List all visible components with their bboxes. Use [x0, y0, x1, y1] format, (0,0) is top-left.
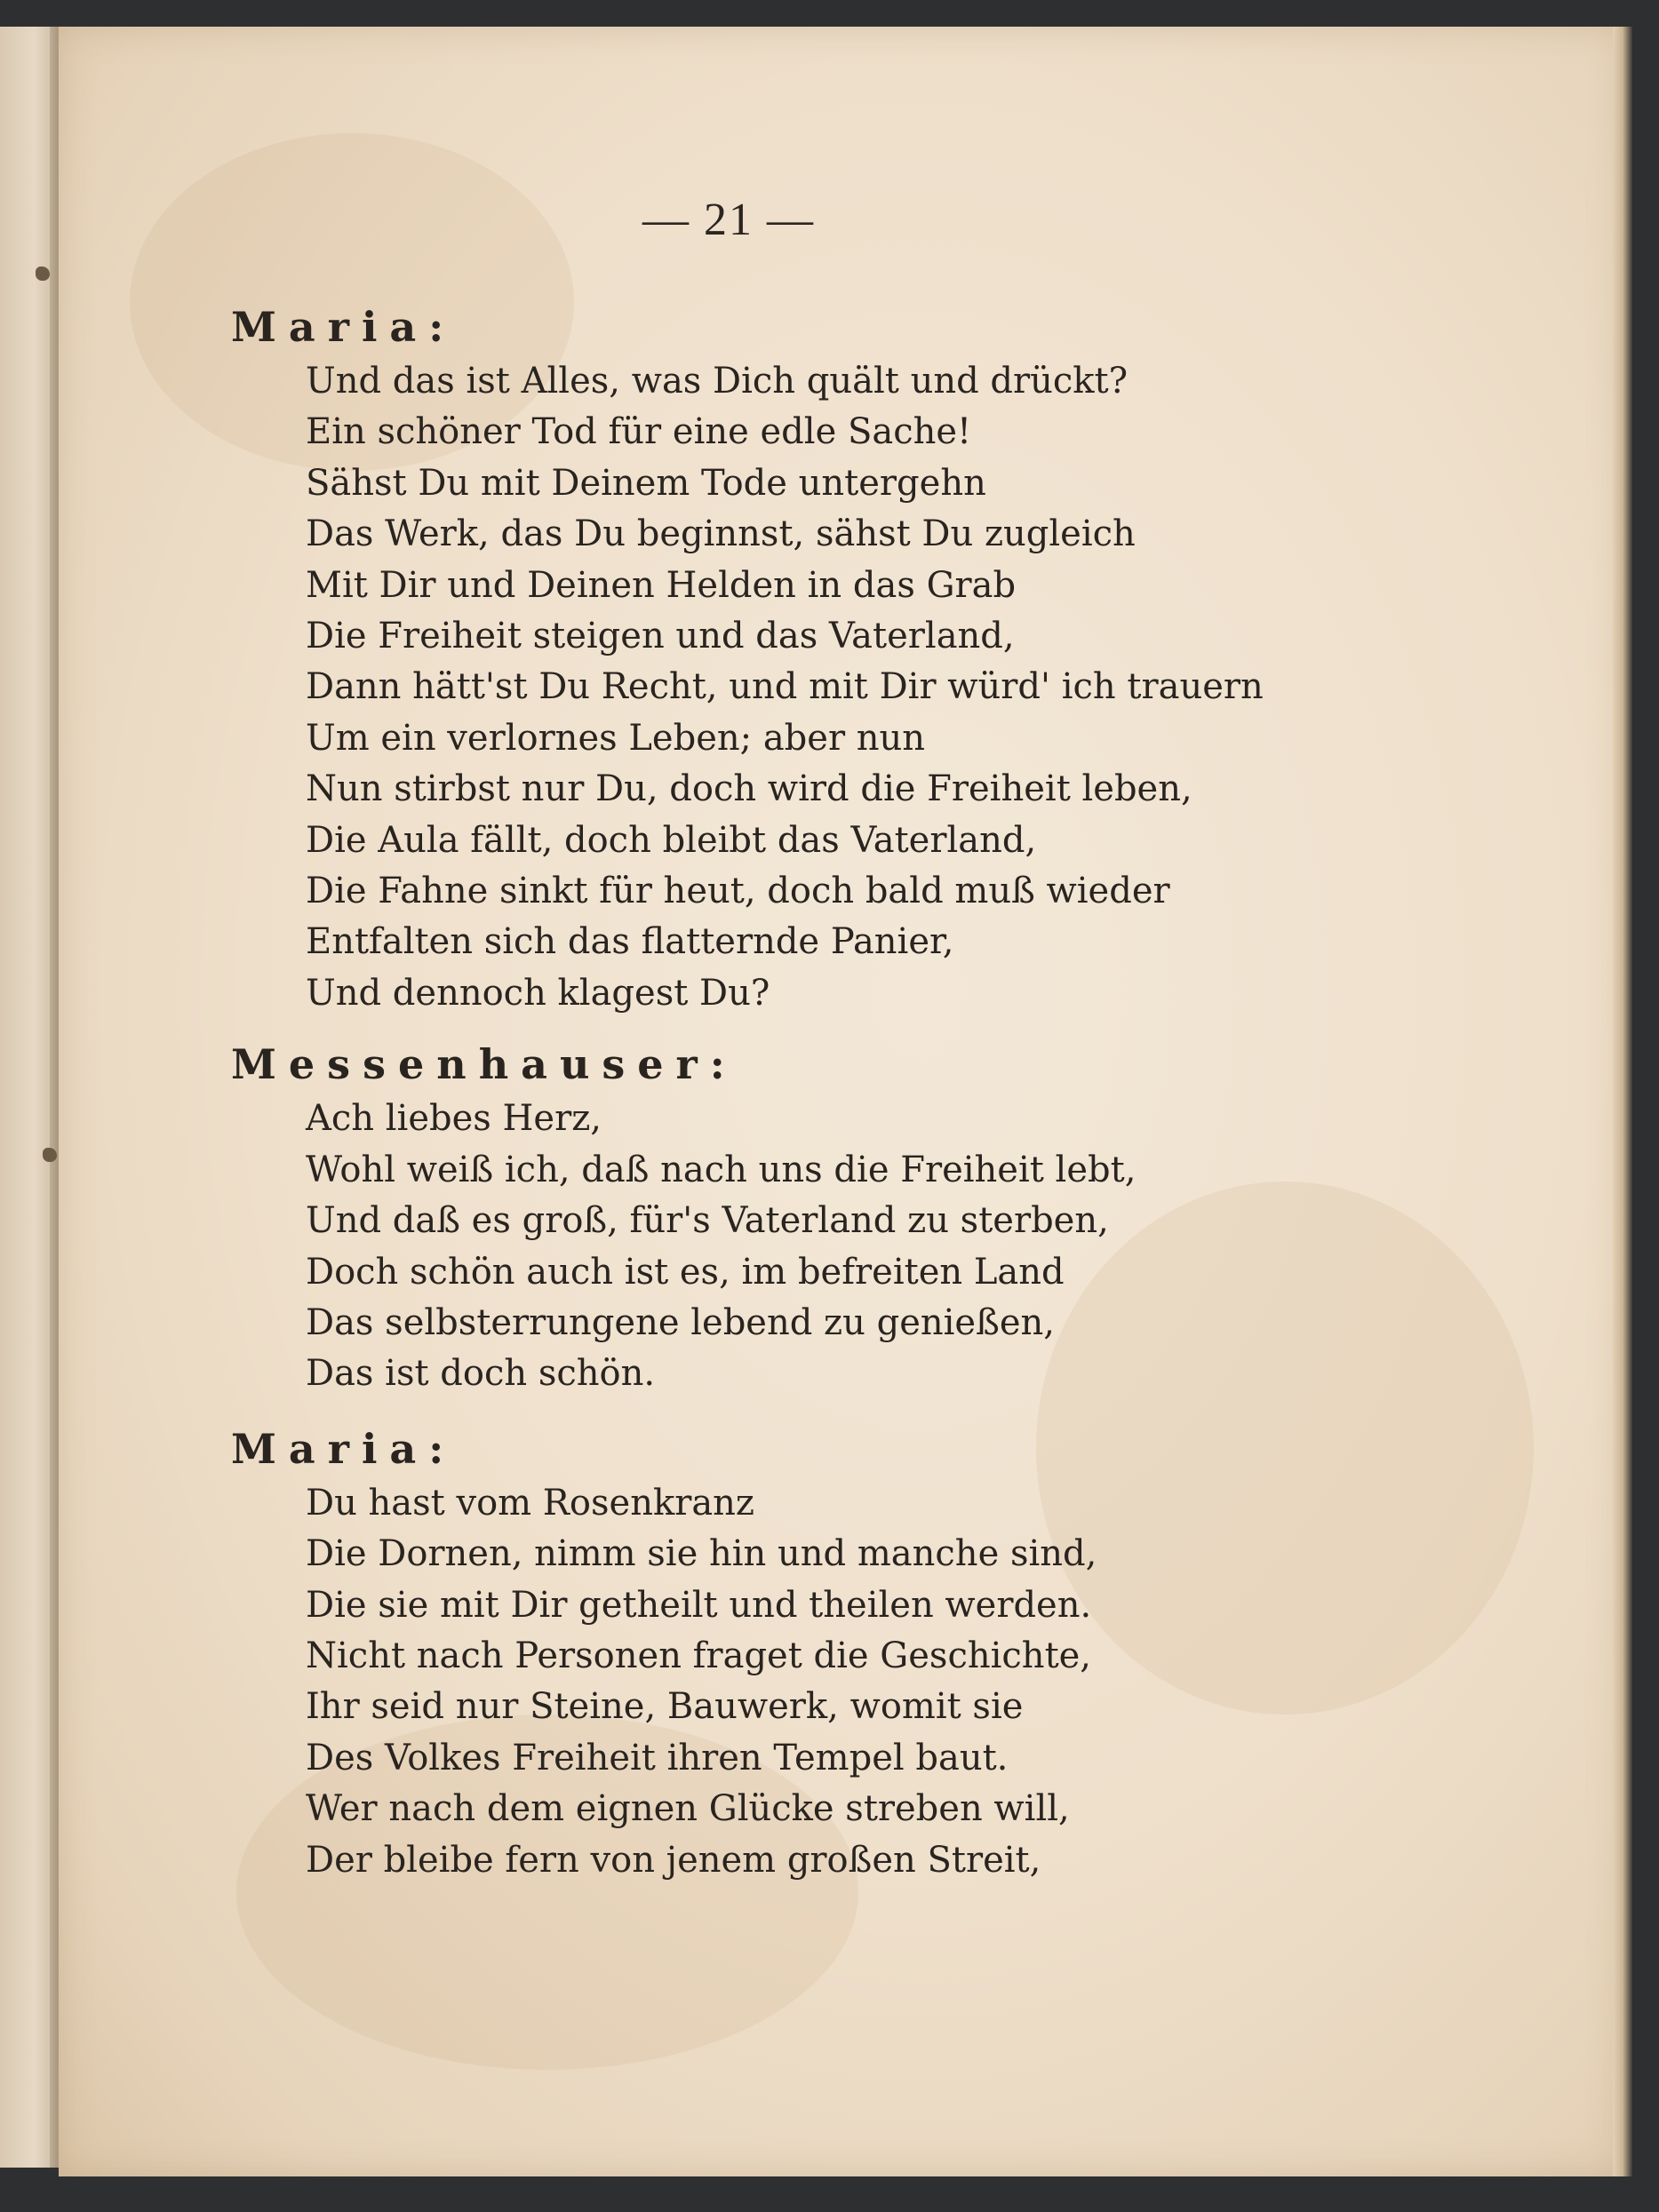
- drama-text: [231, 298, 1342, 1886]
- speech-messenhauser: [231, 1035, 1342, 1399]
- verse-line: Du hast vom Rosenkranz: [306, 1482, 754, 1524]
- verse-line: Und daß es groß, für's Vaterland zu sterben,: [306, 1200, 1109, 1242]
- verse-line: Um ein verlornes Leben; aber nun: [306, 717, 926, 759]
- speaker-name: Maria:: [231, 1424, 457, 1473]
- speech-maria-2: [231, 1420, 1342, 1886]
- speaker-name: Messenhauser:: [231, 1040, 738, 1089]
- page-number: — 21 —: [642, 195, 815, 245]
- speech-maria-1: [231, 298, 1342, 1019]
- verse-line: Das ist doch schön.: [306, 1353, 656, 1395]
- verse-line: Das Werk, das Du beginnst, sähst Du zugleich: [306, 513, 1136, 555]
- verse-line: Wer nach dem eignen Glücke streben will,: [306, 1788, 1070, 1830]
- ink-spot: [43, 1148, 57, 1162]
- verse-line: Das selbsterrungene lebend zu genießen,: [306, 1301, 1055, 1343]
- verse-line: Mit Dir und Deinen Helden in das Grab: [306, 564, 1017, 606]
- verse-line: Nicht nach Personen fraget die Geschichte,: [306, 1635, 1092, 1676]
- page-edge: [1613, 27, 1632, 2176]
- verse-line: Entfalten sich das flatternde Panier,: [306, 921, 954, 963]
- verse-line: Ach liebes Herz,: [306, 1098, 602, 1140]
- verse-line: Doch schön auch ist es, im befreiten Land: [306, 1251, 1065, 1293]
- ink-spot: [36, 267, 50, 281]
- verse-line: Die Dornen, nimm sie hin und manche sind,: [306, 1533, 1097, 1575]
- verse-line: Die Fahne sinkt für heut, doch bald muß wieder: [306, 871, 1170, 912]
- verse-line: Die Freiheit steigen und das Vaterland,: [306, 616, 1015, 657]
- verse-line: Der bleibe fern von jenem großen Streit,: [306, 1839, 1041, 1881]
- verse-line: Die Aula fällt, doch bleibt das Vaterland,: [306, 819, 1037, 861]
- verse-line: Wohl weiß ich, daß nach uns die Freiheit lebt,: [306, 1149, 1137, 1190]
- verse-line: Ein schöner Tod für eine edle Sache!: [306, 411, 972, 453]
- verse-line: Sähst Du mit Deinem Tode untergehn: [306, 462, 986, 504]
- speaker-name: Maria:: [231, 303, 457, 351]
- verse-line: Des Volkes Freiheit ihren Tempel baut.: [306, 1737, 1009, 1778]
- verse-line: Nun stirbst nur Du, doch wird die Freiheit leben,: [306, 768, 1192, 810]
- verse-line: Und das ist Alles, was Dich quält und drückt?: [306, 361, 1129, 402]
- verse-line: Dann hätt'st Du Recht, und mit Dir würd' ich trauern: [306, 666, 1264, 708]
- verse-line: Die sie mit Dir getheilt und theilen werden.: [306, 1584, 1092, 1626]
- previous-page-edge: [0, 27, 57, 2168]
- verse-line: Und dennoch klagest Du?: [306, 972, 770, 1014]
- verse-line: Ihr seid nur Steine, Bauwerk, womit sie: [306, 1686, 1024, 1728]
